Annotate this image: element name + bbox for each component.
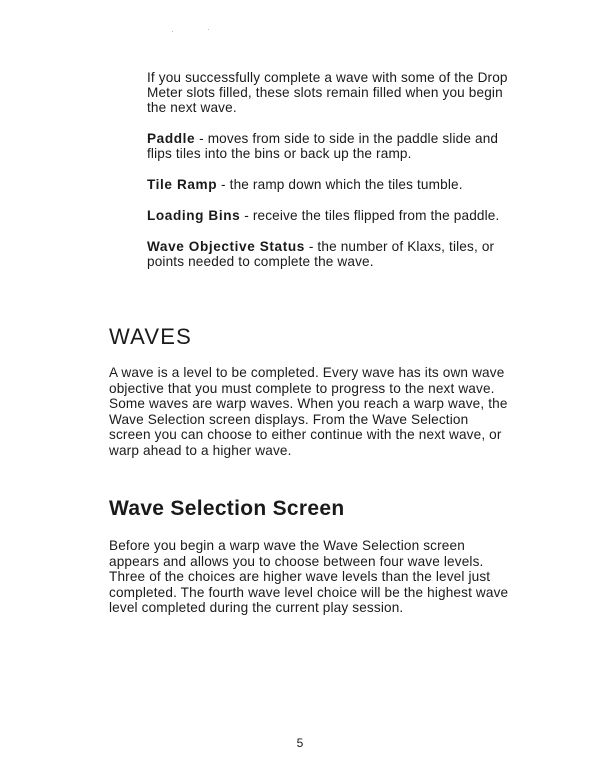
section-heading-wave-selection: Wave Selection Screen <box>109 497 345 520</box>
term-label: Wave Objective Status <box>147 239 305 254</box>
speck <box>208 29 209 30</box>
definition-text: - the ramp down which the tiles tumble. <box>217 177 463 192</box>
definition-paddle <box>147 131 517 161</box>
definition-tile-ramp <box>147 177 517 192</box>
paragraph-text: If you successfully complete a wave with some of the Drop Meter slots filled, these slots remain filled when you begin the next wave. <box>147 70 508 115</box>
intro-paragraph-drop-meter <box>147 70 517 115</box>
definition-text: - receive the tiles flipped from the paddle. <box>240 208 500 223</box>
wave-selection-body-text: Before you begin a warp wave the Wave Selection screen appears and allows you to choose between four wave levels. Three of the choices are higher wave levels than the level just completed. The fourth wave level choice will be the highest wave level completed during the current play session. <box>109 538 509 615</box>
definition-loading-bins <box>147 208 517 223</box>
waves-body-text: A wave is a level to be completed. Every wave has its own wave objective that you must complete to progress to the next wave. Some waves are warp waves. When you reach a warp wave, the Wave Selection screen displays. From the Wave Selection screen you can choose to either continue with the next wave, or warp ahead to a higher wave. <box>109 365 508 458</box>
definition-wave-objective-status <box>147 239 517 269</box>
speck <box>172 31 173 32</box>
waves-section <box>109 324 509 458</box>
wave-selection-section <box>109 496 509 616</box>
section-heading-waves: WAVES <box>109 324 193 349</box>
term-label: Loading Bins <box>147 208 241 223</box>
scan-specks <box>170 28 230 36</box>
term-label: Tile Ramp <box>147 177 218 192</box>
definition-text: - the number of Klaxs, tiles, or points needed to complete the wave. <box>147 239 495 269</box>
term-label: Paddle <box>147 131 196 146</box>
page-number: 5 <box>296 736 304 750</box>
definition-text: - moves from side to side in the paddle slide and flips tiles into the bins or back up the ramp. <box>147 131 499 161</box>
intro-block <box>147 70 517 285</box>
